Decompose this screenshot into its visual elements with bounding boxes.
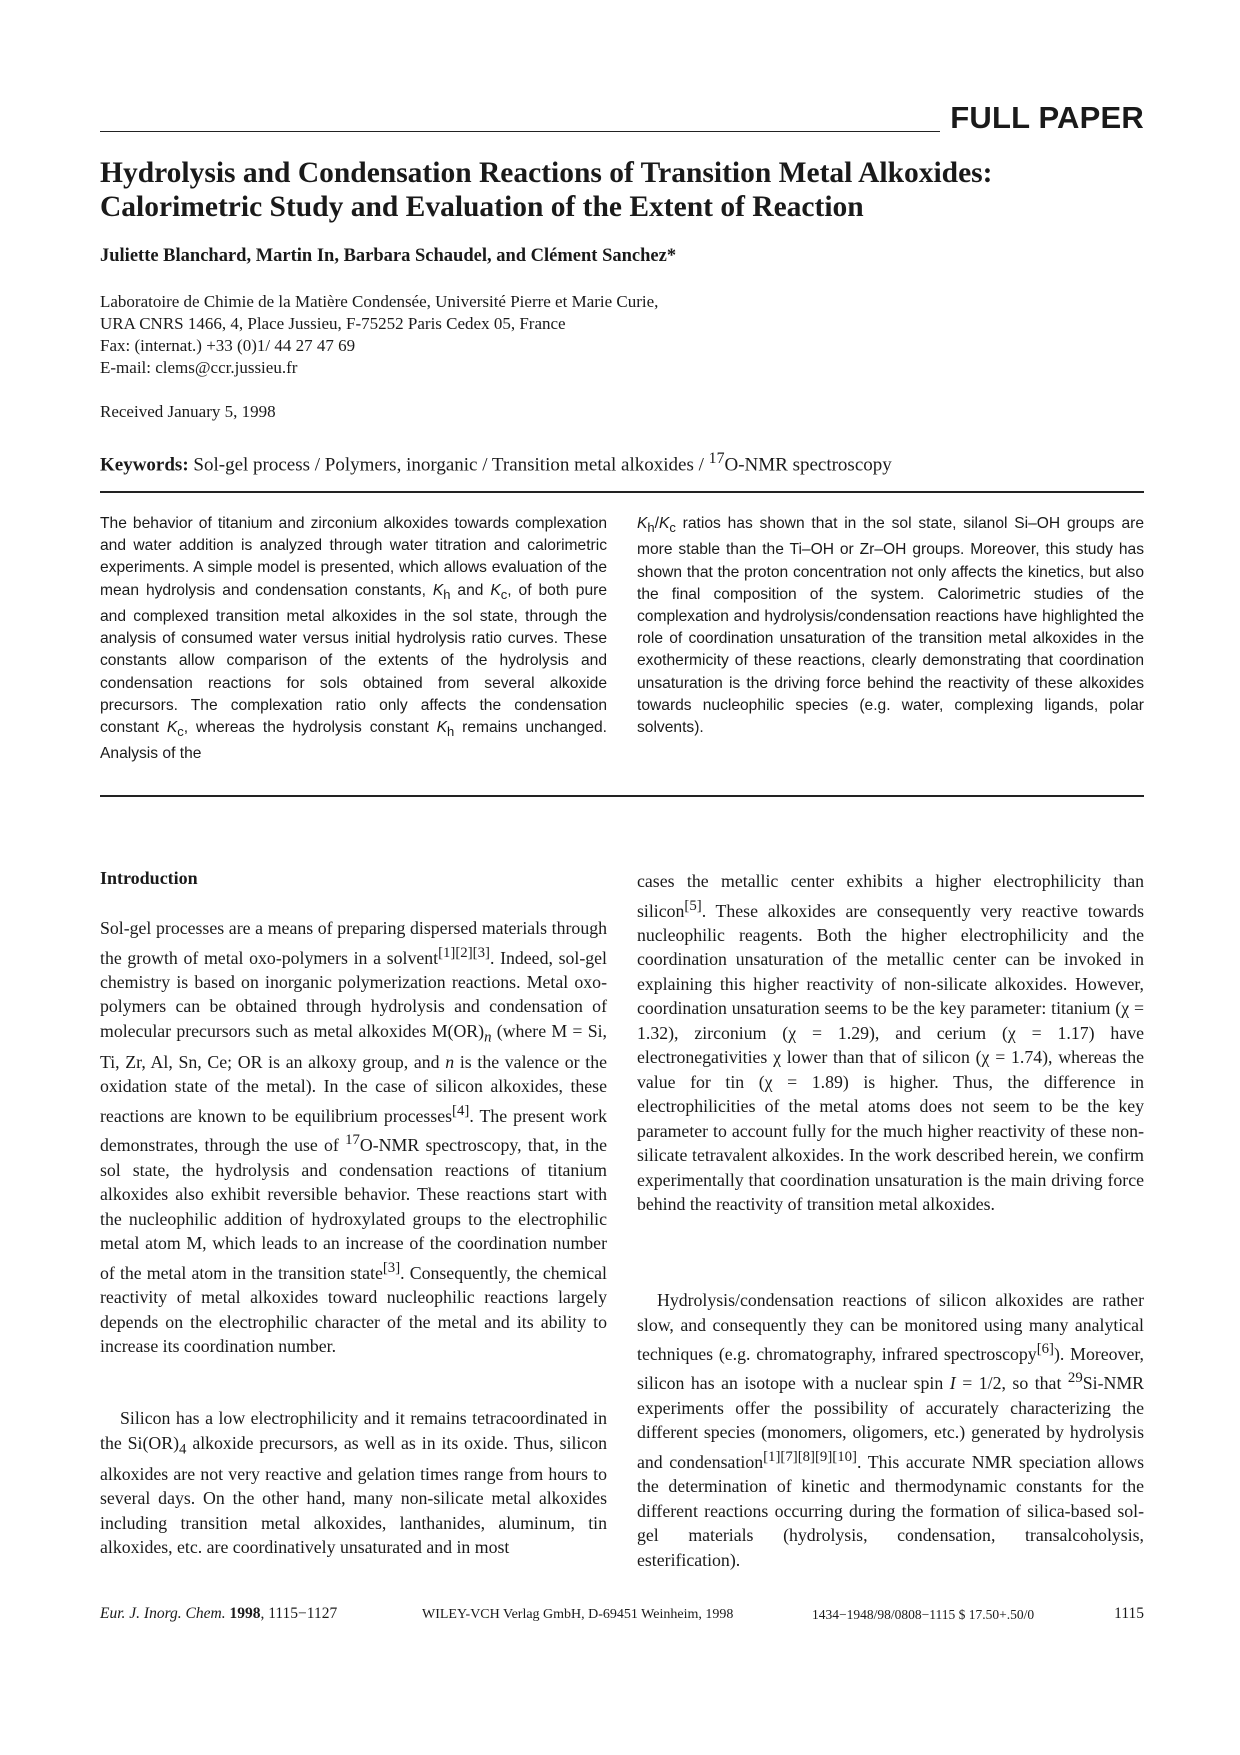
math-variable: n (445, 1051, 455, 1072)
abstract-bottom-rule (100, 795, 1144, 797)
body-text: O-NMR spectroscopy, that, in the sol state, the hydrolysis and condensation reactions of titanium alkoxides also exhibit reversible behavior. These reactions start with the nucleophilic addition of hydroxylated groups to the electrophilic metal atom M, which leads to an increase of the coordination number of the metal atom in the transition state (100, 1135, 607, 1283)
abstract-top-rule (100, 491, 1144, 493)
abstract-subscript: c (177, 724, 184, 740)
body-text: . Indeed, sol-gel chemistry is based on inorganic polymerization reactions. Metal oxo-polymers can be obtained through hydrolysis and condensation of molecular precursors such as metal alkoxides M(OR) (100, 947, 607, 1041)
abstract-subscript: h (647, 520, 655, 536)
math-variable: I (949, 1373, 956, 1394)
section-heading-introduction: Introduction (100, 868, 198, 888)
body-text: . The present work demonstrates, through the use of (100, 1105, 607, 1156)
body-text: ). Moreover, silicon has an isotope with a nuclear spin (637, 1343, 1144, 1394)
citation: [4] (452, 1102, 470, 1119)
footer-publisher: WILEY-VCH Verlag GmbH, D-69451 Weinheim, 1998 (422, 1607, 734, 1622)
author-list: Juliette Blanchard, Martin In, Barbara Schaudel, and Clément Sanchez* (100, 246, 677, 266)
isotope-superscript: 17 (345, 1132, 360, 1149)
abstract-text: / (654, 515, 659, 532)
body-text: alkoxide precursors, as well as in its oxide. Thus, silicon alkoxides are not very reactive and gelation times range from hours to several days. On the other hand, many non-silicate metal alkoxides including transition metal alkoxides, lanthanides, aluminum, tin alkoxides, etc. are coordinatively unsaturated and in most (100, 1432, 607, 1558)
formula-subscript: 4 (179, 1441, 187, 1458)
body-text: cases the metallic center exhibits a higher electrophilicity than silicon (637, 871, 1144, 921)
body-paragraph (637, 1288, 1144, 1572)
abstract-subscript: c (669, 520, 676, 536)
abstract-text: The behavior of titanium and zirconium alkoxides towards complexation and water addition is analyzed through water titration and calorimetric experiments. A simple model is presented, which allows evaluation of the mean hydrolysis and condensation constants, (100, 515, 607, 599)
journal-year: 1998 (229, 1605, 261, 1622)
keywords-superscript: 17 (708, 450, 725, 467)
received-date: Received January 5, 1998 (100, 402, 276, 421)
isotope-superscript: 29 (1067, 1370, 1083, 1387)
abstract-symbol: K (658, 515, 670, 532)
body-paragraph (637, 869, 1144, 1217)
section-label: FULL PAPER (950, 100, 1144, 135)
keywords-line (100, 450, 892, 476)
footer-issn: 1434−1948/98/0808−1115 $ 17.50+.50/0 (812, 1607, 1035, 1622)
body-text: Sol-gel processes are a means of preparing dispersed materials through the growth of metal oxo-polymers in a solvent (100, 918, 607, 968)
footer-citation (100, 1605, 337, 1623)
abstract-text: , whereas the hydrolysis constant (183, 718, 437, 736)
body-text: . This accurate NMR speciation allows the determination of kinetic and thermodynamic constants for the different reactions occurring during the formation of silica-based sol-gel materials (hydrolysis, condensation, transalcoholysis, esterification). (637, 1451, 1144, 1570)
header-rule (100, 131, 940, 132)
email-line: E-mail: clems@ccr.jussieu.fr (100, 358, 298, 377)
affiliation-line: Laboratoire de Chimie de la Matière Condensée, Université Pierre et Marie Curie, (100, 292, 659, 311)
body-text: Si-NMR experiments offer the possibility of accurately characterizing the different species (monomers, oligomers, etc.) generated by hydrolysis and condensation (637, 1373, 1144, 1472)
keywords-text: O-NMR spectroscopy (724, 454, 892, 476)
abstract-symbol: K (432, 581, 444, 599)
fax-line: Fax: (internat.) +33 (0)1/ 44 27 47 69 (100, 336, 356, 355)
body-text: is the valence or the oxidation state of the metal). In the case of silicon alkoxides, these reactions are known to be equilibrium processes (100, 1051, 608, 1126)
abstract-subscript: c (500, 586, 508, 602)
body-paragraph (100, 916, 607, 1359)
body-text: Hydrolysis/condensation reactions of silicon alkoxides are rather slow, and consequently they can be monitored using many analytical techniques (e.g. chromatography, infrared spectroscopy (637, 1290, 1144, 1364)
body-text: . These alkoxides are consequently very reactive towards nucleophilic reagents. Both the higher electrophilicity and the coordination unsaturation of the metallic center can be invoked in explaining this higher reactivity of non-silicate alkoxides. However, coordination unsaturation seems to be the key parameter: titanium (χ = 1.32), zirconium (χ = 1.29), and cerium (χ = 1.17) have electronegativities χ lower than that of silicon (χ = 1.74), whereas the value for tin (χ = 1.89) is higher. Thus, the difference in electrophilicities of the metal atoms does not seem to be the key parameter to account fully for the much higher reactivity of these non-silicate tetravalent alkoxides. In the work described herein, we confirm experimentally that coordination unsaturation is the main driving force behind the reactivity of transition metal alkoxides. (637, 900, 1144, 1215)
citation: [1][7][8][9][10] (763, 1448, 857, 1465)
citation: [3] (382, 1259, 401, 1276)
journal-pages: , 1115−1127 (260, 1605, 338, 1622)
abstract-right-column (637, 513, 1144, 739)
abstract-symbol: K (436, 718, 447, 736)
abstract-text: ratios has shown that in the sol state, silanol Si–OH groups are more stable than the Ti–OH or Zr–OH groups. Moreover, this study has shown that the proton concentration not only affects the kinetics, but also the final composition of the system. Calorimetric studies of the complexation and hydrolysis/condensation reactions have highlighted the role of coordination unsaturation of the transition metal alkoxides in the exothermicity of these reactions, clearly demonstrating that coordination unsaturation is the driving force behind the reactivity of these alkoxides towards nucleophilic species (e.g. water, complexing ligands, polar solvents). (637, 515, 1144, 736)
abstract-text: , of both pure and complexed transition metal alkoxides in the sol state, through the analysis of consumed water versus initial hydrolysis ratio curves. These constants allow comparison of the extents of the hydrolysis and condensation reactions for sols obtained from several alkoxide precursors. The complexation ratio only affects the condensation constant (100, 581, 607, 736)
abstract-symbol: K (490, 581, 501, 599)
abstract-text: and (450, 581, 491, 599)
abstract-left-column (100, 513, 607, 765)
body-text: . Consequently, the chemical reactivity of metal alkoxides toward nucleophilic reactions largely depends on the electrophilic character of the metal and its ability to increase its coordination number. (100, 1262, 607, 1357)
article-title: Hydrolysis and Condensation Reactions of Transition Metal Alkoxides: Calorimetric Study and Evaluation of the Extent of Reaction (100, 157, 993, 223)
math-variable: n (484, 1029, 492, 1046)
affiliation-line: URA CNRS 1466, 4, Place Jussieu, F-75252 Paris Cedex 05, France (100, 314, 566, 333)
affiliation-block (100, 291, 658, 379)
body-text: = 1/2, so that (955, 1373, 1068, 1394)
keywords-text: Sol-gel process / Polymers, inorganic / Transition metal alkoxides / (188, 454, 709, 476)
abstract-subscript: h (446, 724, 455, 740)
abstract-subscript: h (443, 586, 451, 602)
body-text: (where M = Si, Ti, Zr, Al, Sn, Ce; OR is an alkoxy group, and (100, 1020, 607, 1072)
citation: [6] (1036, 1341, 1054, 1357)
body-text: Silicon has a low electrophilicity and it remains tetracoordinated in the Si(OR) (100, 1408, 607, 1453)
citation: [1][2][3] (438, 944, 490, 961)
journal-name: Eur. J. Inorg. Chem. (100, 1605, 226, 1622)
keywords-label: Keywords: (100, 454, 189, 476)
page-header (100, 100, 1144, 136)
abstract-symbol: K (637, 515, 648, 532)
abstract-symbol: K (166, 718, 178, 736)
body-paragraph (100, 1406, 607, 1560)
citation: [5] (684, 897, 702, 914)
page-number: 1115 (1114, 1605, 1144, 1622)
abstract-text: remains unchanged. Analysis of the (100, 718, 608, 763)
